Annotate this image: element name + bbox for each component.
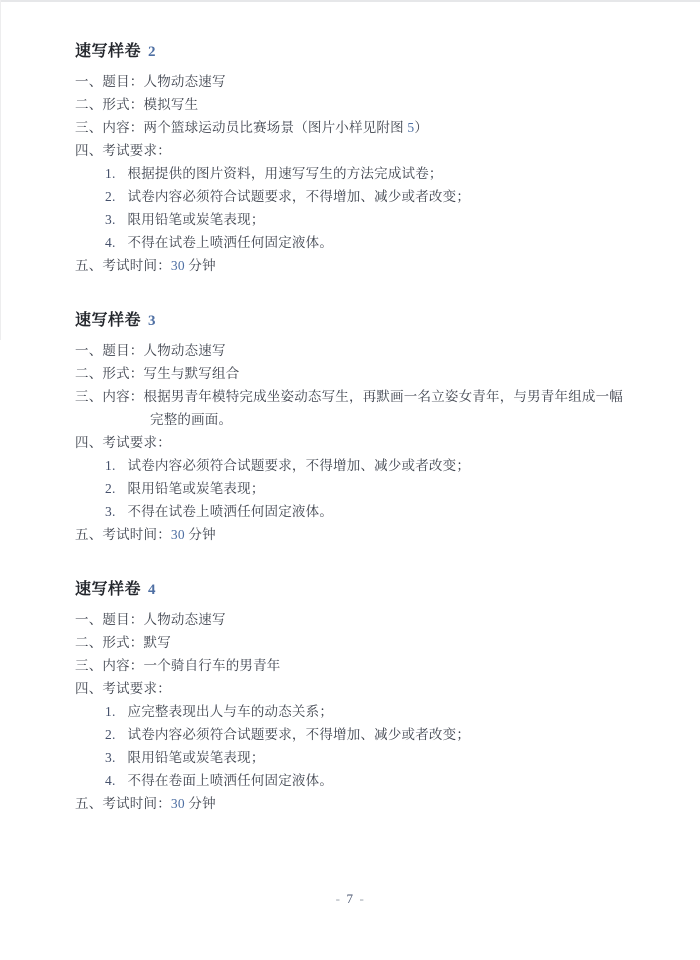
section-sketch-sample-2	[75, 40, 642, 277]
requirement-item	[75, 162, 642, 185]
requirement-number: 3.	[105, 504, 116, 519]
time-line	[75, 523, 642, 546]
content-line	[75, 116, 642, 139]
time-minutes: 30	[170, 258, 185, 273]
requirement-item	[75, 769, 642, 792]
section-title-number: 3	[148, 313, 157, 329]
footer-dash: -	[359, 891, 365, 906]
requirements-line: 四、考试要求：	[75, 681, 171, 696]
time-unit: 分钟	[184, 527, 216, 542]
time-label: 五、考试时间：	[75, 796, 171, 811]
requirement-text: 试卷内容必须符合试题要求，不得增加、减少或者改变；	[127, 727, 471, 742]
requirement-number: 3.	[105, 212, 116, 227]
requirement-number: 2.	[105, 481, 116, 496]
form-line: 二、形式：默写	[75, 635, 171, 650]
content-text: 三、内容：两个篮球运动员比赛场景（图片小样见附图	[75, 120, 408, 135]
page-number-footer	[0, 889, 700, 909]
requirement-number: 4.	[105, 235, 116, 250]
time-minutes: 30	[170, 527, 185, 542]
time-minutes: 30	[170, 796, 185, 811]
topic-line: 一、题目：人物动态速写	[75, 74, 226, 89]
section-title	[75, 309, 642, 333]
section-title-number: 2	[148, 44, 157, 60]
requirement-text: 不得在卷面上喷洒任何固定液体。	[127, 773, 334, 788]
form-line: 二、形式：模拟写生	[75, 97, 199, 112]
section-title-text: 速写样卷	[75, 581, 142, 598]
requirement-item	[75, 746, 642, 769]
topic-line: 一、题目：人物动态速写	[75, 612, 226, 627]
requirement-item	[75, 723, 642, 746]
section-title	[75, 578, 642, 602]
page-number: 7	[346, 891, 354, 906]
time-line	[75, 792, 642, 815]
requirement-number: 4.	[105, 773, 116, 788]
requirement-number: 1.	[105, 166, 116, 181]
time-label: 五、考试时间：	[75, 527, 171, 542]
content-line: 三、内容：根据男青年模特完成坐姿动态写生，再默画一名立姿女青年，与男青年组成一幅	[75, 389, 623, 404]
requirement-item	[75, 185, 642, 208]
topic-line: 一、题目：人物动态速写	[75, 343, 226, 358]
requirement-item	[75, 500, 642, 523]
requirement-item	[75, 477, 642, 500]
content-line: 三、内容：一个骑自行车的男青年	[75, 658, 281, 673]
requirement-text: 试卷内容必须符合试题要求，不得增加、减少或者改变；	[127, 458, 471, 473]
requirement-text: 应完整表现出人与车的动态关系；	[127, 704, 334, 719]
footer-dash: -	[335, 891, 341, 906]
requirement-number: 3.	[105, 750, 116, 765]
section-title-number: 4	[148, 582, 157, 598]
section-title	[75, 40, 642, 64]
section-sketch-sample-3	[75, 309, 642, 546]
requirement-item	[75, 208, 642, 231]
section-title-text: 速写样卷	[75, 43, 142, 60]
section-sketch-sample-4	[75, 578, 642, 815]
requirement-number: 2.	[105, 727, 116, 742]
requirement-item	[75, 231, 642, 254]
time-unit: 分钟	[184, 258, 216, 273]
requirement-text: 限用铅笔或炭笔表现；	[127, 750, 265, 765]
time-line	[75, 254, 642, 277]
requirement-text: 不得在试卷上喷洒任何固定液体。	[127, 504, 334, 519]
figure-number: 5	[407, 120, 415, 135]
time-label: 五、考试时间：	[75, 258, 171, 273]
content-text-end: ）	[414, 120, 429, 135]
requirements-line: 四、考试要求：	[75, 143, 171, 158]
requirement-text: 试卷内容必须符合试题要求，不得增加、减少或者改变；	[127, 189, 471, 204]
content-continuation-line: 完整的画面。	[150, 412, 233, 427]
requirement-text: 限用铅笔或炭笔表现；	[127, 481, 265, 496]
requirement-number: 1.	[105, 704, 116, 719]
requirement-item	[75, 700, 642, 723]
section-title-text: 速写样卷	[75, 312, 142, 329]
requirement-text: 限用铅笔或炭笔表现；	[127, 212, 265, 227]
requirement-text: 不得在试卷上喷洒任何固定液体。	[127, 235, 334, 250]
requirement-number: 1.	[105, 458, 116, 473]
requirement-number: 2.	[105, 189, 116, 204]
requirement-item	[75, 454, 642, 477]
requirements-line: 四、考试要求：	[75, 435, 171, 450]
requirement-text: 根据提供的图片资料，用速写写生的方法完成试卷；	[127, 166, 443, 181]
form-line: 二、形式：写生与默写组合	[75, 366, 240, 381]
time-unit: 分钟	[184, 796, 216, 811]
